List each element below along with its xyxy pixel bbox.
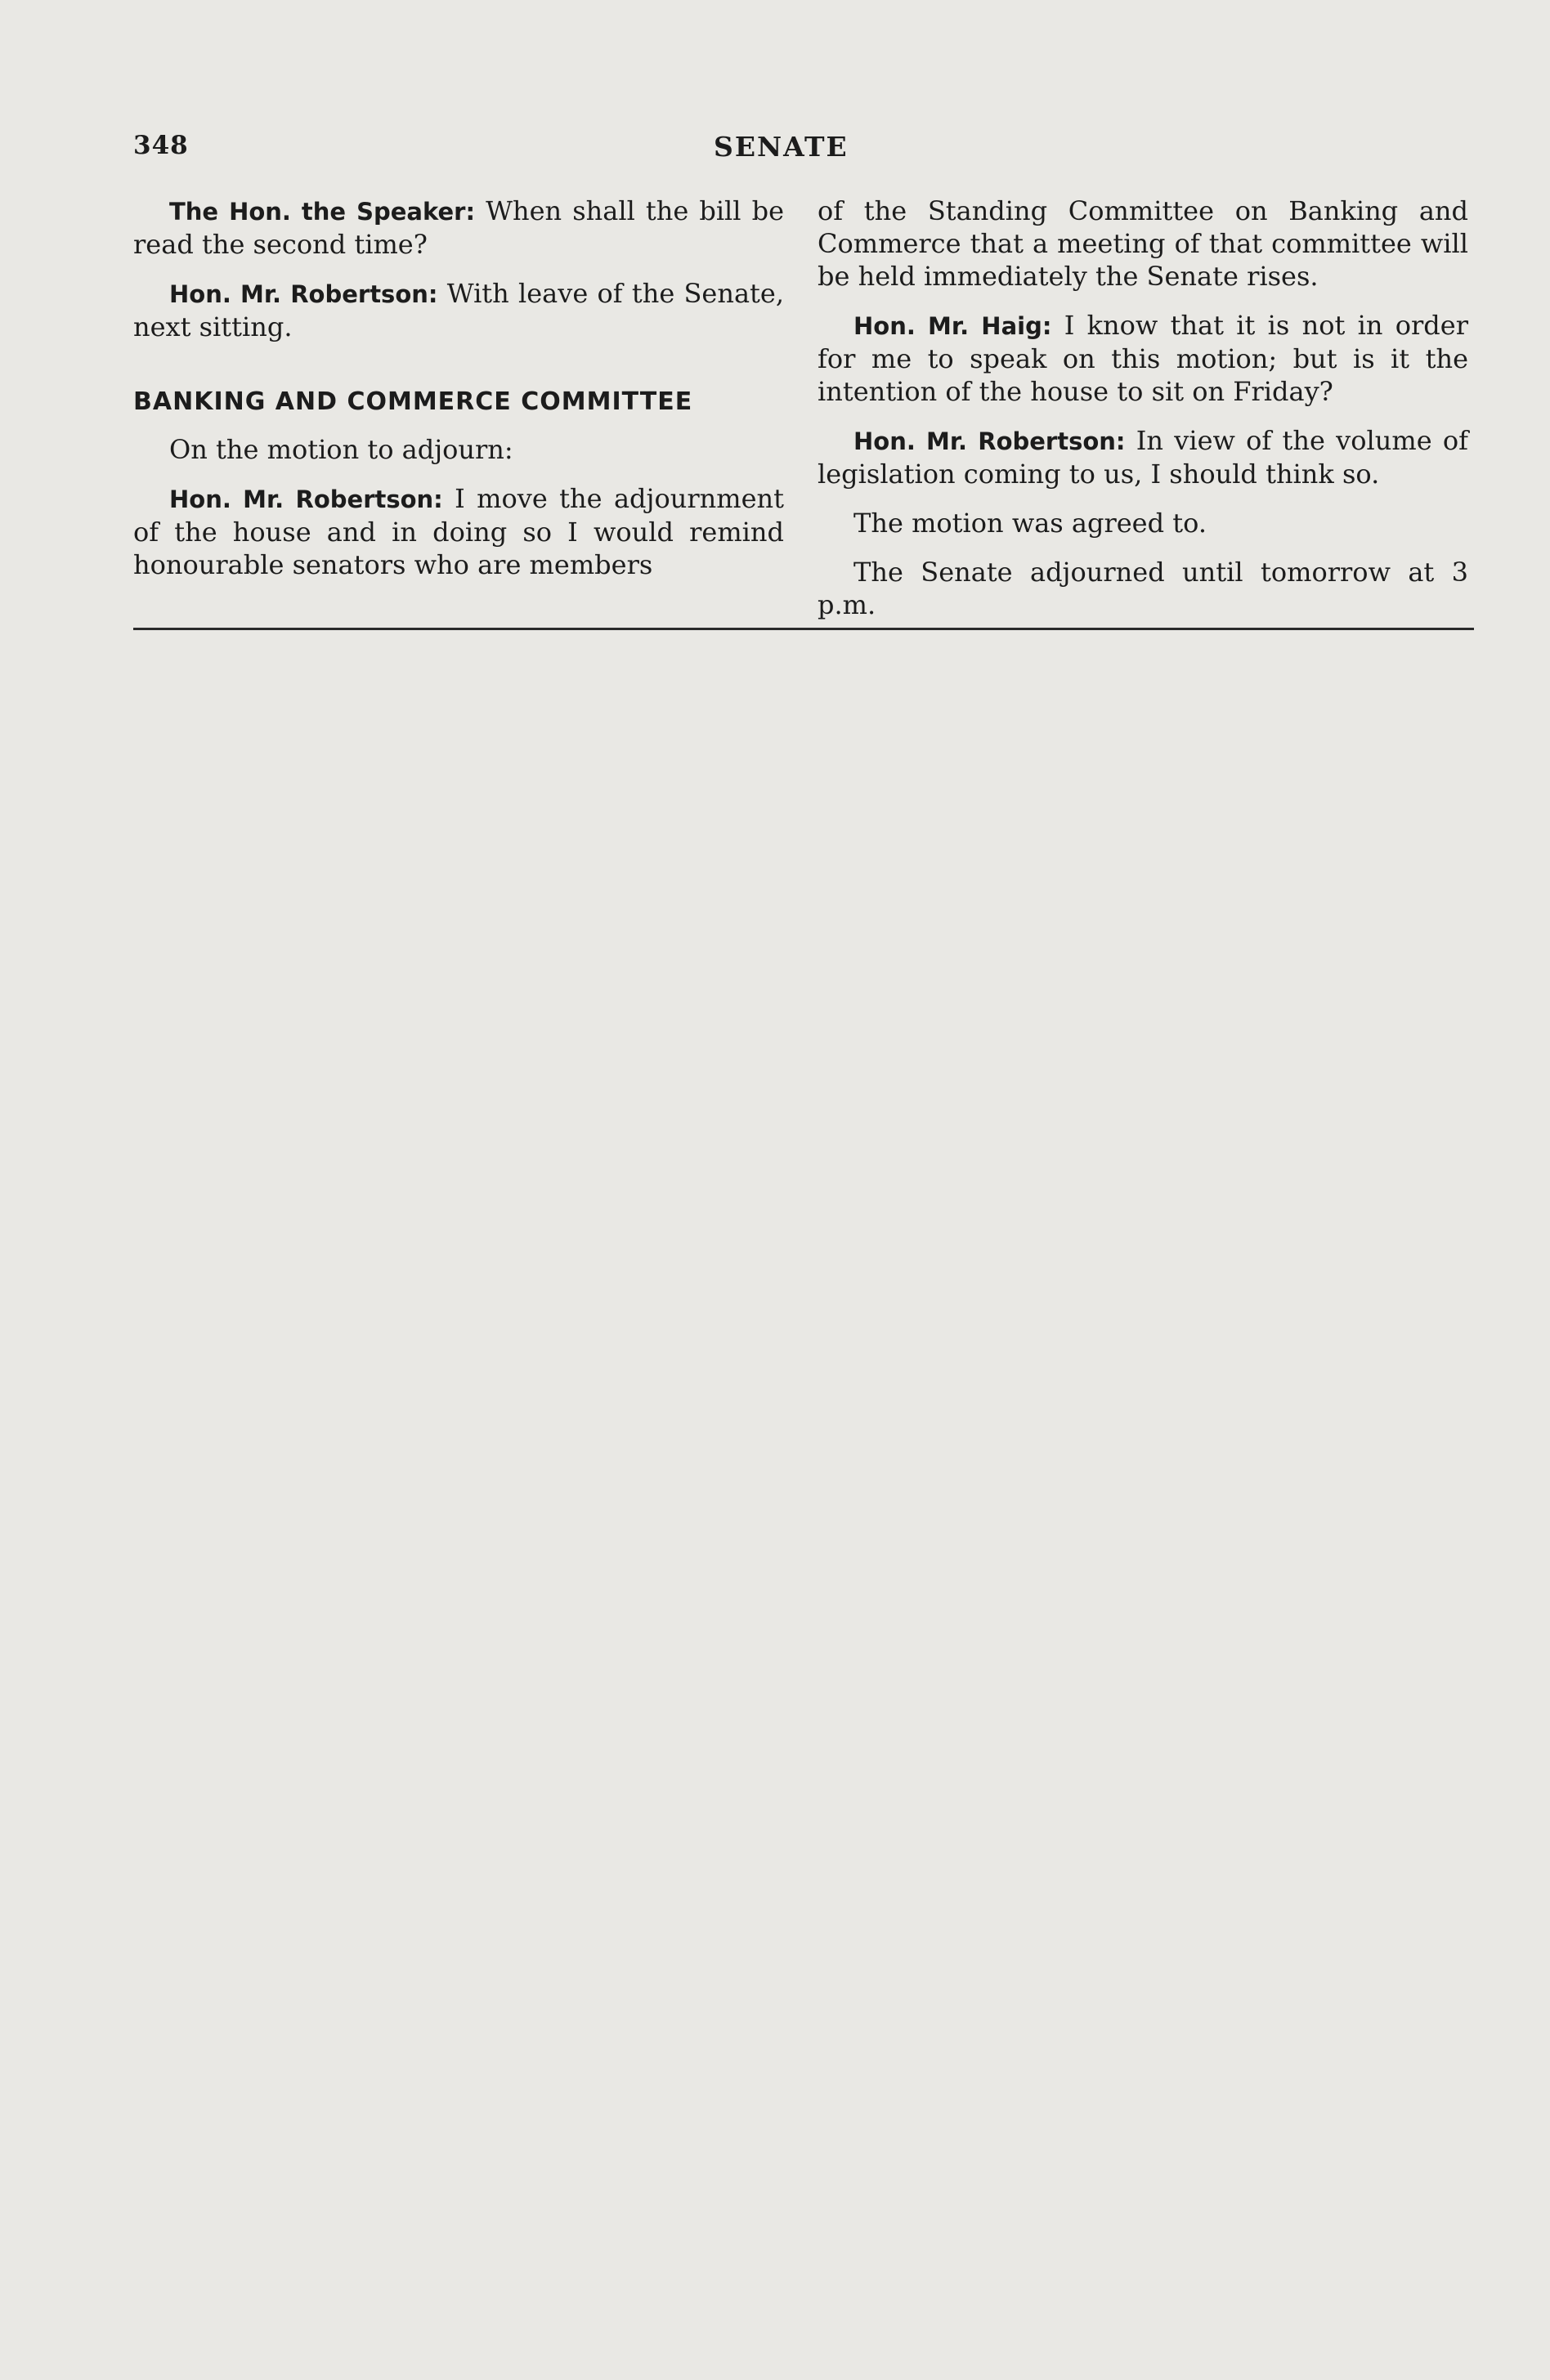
paragraph-robertson-volume bbox=[818, 424, 1468, 490]
page-number: 348 bbox=[133, 131, 189, 160]
paragraph-motion: On the motion to adjourn: bbox=[169, 434, 513, 465]
paragraph-continuation: of the Standing Committee on Banking and Commerce that a meeting of that committee will be held immediately the Senate rises. bbox=[818, 195, 1468, 292]
running-head: SENATE bbox=[714, 131, 849, 163]
paragraph-speaker-question bbox=[133, 195, 784, 261]
speech-text: I know that it is not in order for me to speak on this motion; but is it the intention of the house to sit on Friday? bbox=[818, 310, 1469, 407]
paragraph-motion-agreed: The motion was agreed to. bbox=[853, 508, 1207, 539]
paragraph-adjourned: The Senate adjourned until tomorrow at 3 p.m. bbox=[818, 557, 1468, 620]
speaker-name: Hon. Mr. Robertson: bbox=[169, 280, 438, 308]
section-heading: BANKING AND COMMERCE COMMITTEE bbox=[133, 387, 693, 416]
speaker-name: Hon. Mr. Robertson: bbox=[853, 427, 1126, 455]
speech-text: With leave of the Senate, next sitting. bbox=[133, 278, 784, 342]
speech-text: I move the adjournment of the house and in doing so I would remind honourable senators who are members bbox=[133, 483, 784, 580]
paragraph-haig bbox=[818, 309, 1468, 408]
left-column bbox=[133, 195, 784, 597]
speech-text: In view of the volume of legislation coming to us, I should think so. bbox=[818, 425, 1468, 490]
speech-text: When shall the bill be read the second time? bbox=[133, 195, 784, 260]
paragraph-robertson-adjourn bbox=[133, 482, 784, 581]
paragraph-robertson-reply bbox=[133, 277, 784, 343]
horizontal-rule bbox=[133, 628, 1474, 630]
right-column bbox=[818, 195, 1468, 638]
page-header bbox=[133, 131, 1474, 172]
speaker-name: The Hon. the Speaker: bbox=[169, 198, 476, 226]
speaker-name: Hon. Mr. Haig: bbox=[853, 312, 1052, 340]
speaker-name: Hon. Mr. Robertson: bbox=[169, 485, 443, 513]
